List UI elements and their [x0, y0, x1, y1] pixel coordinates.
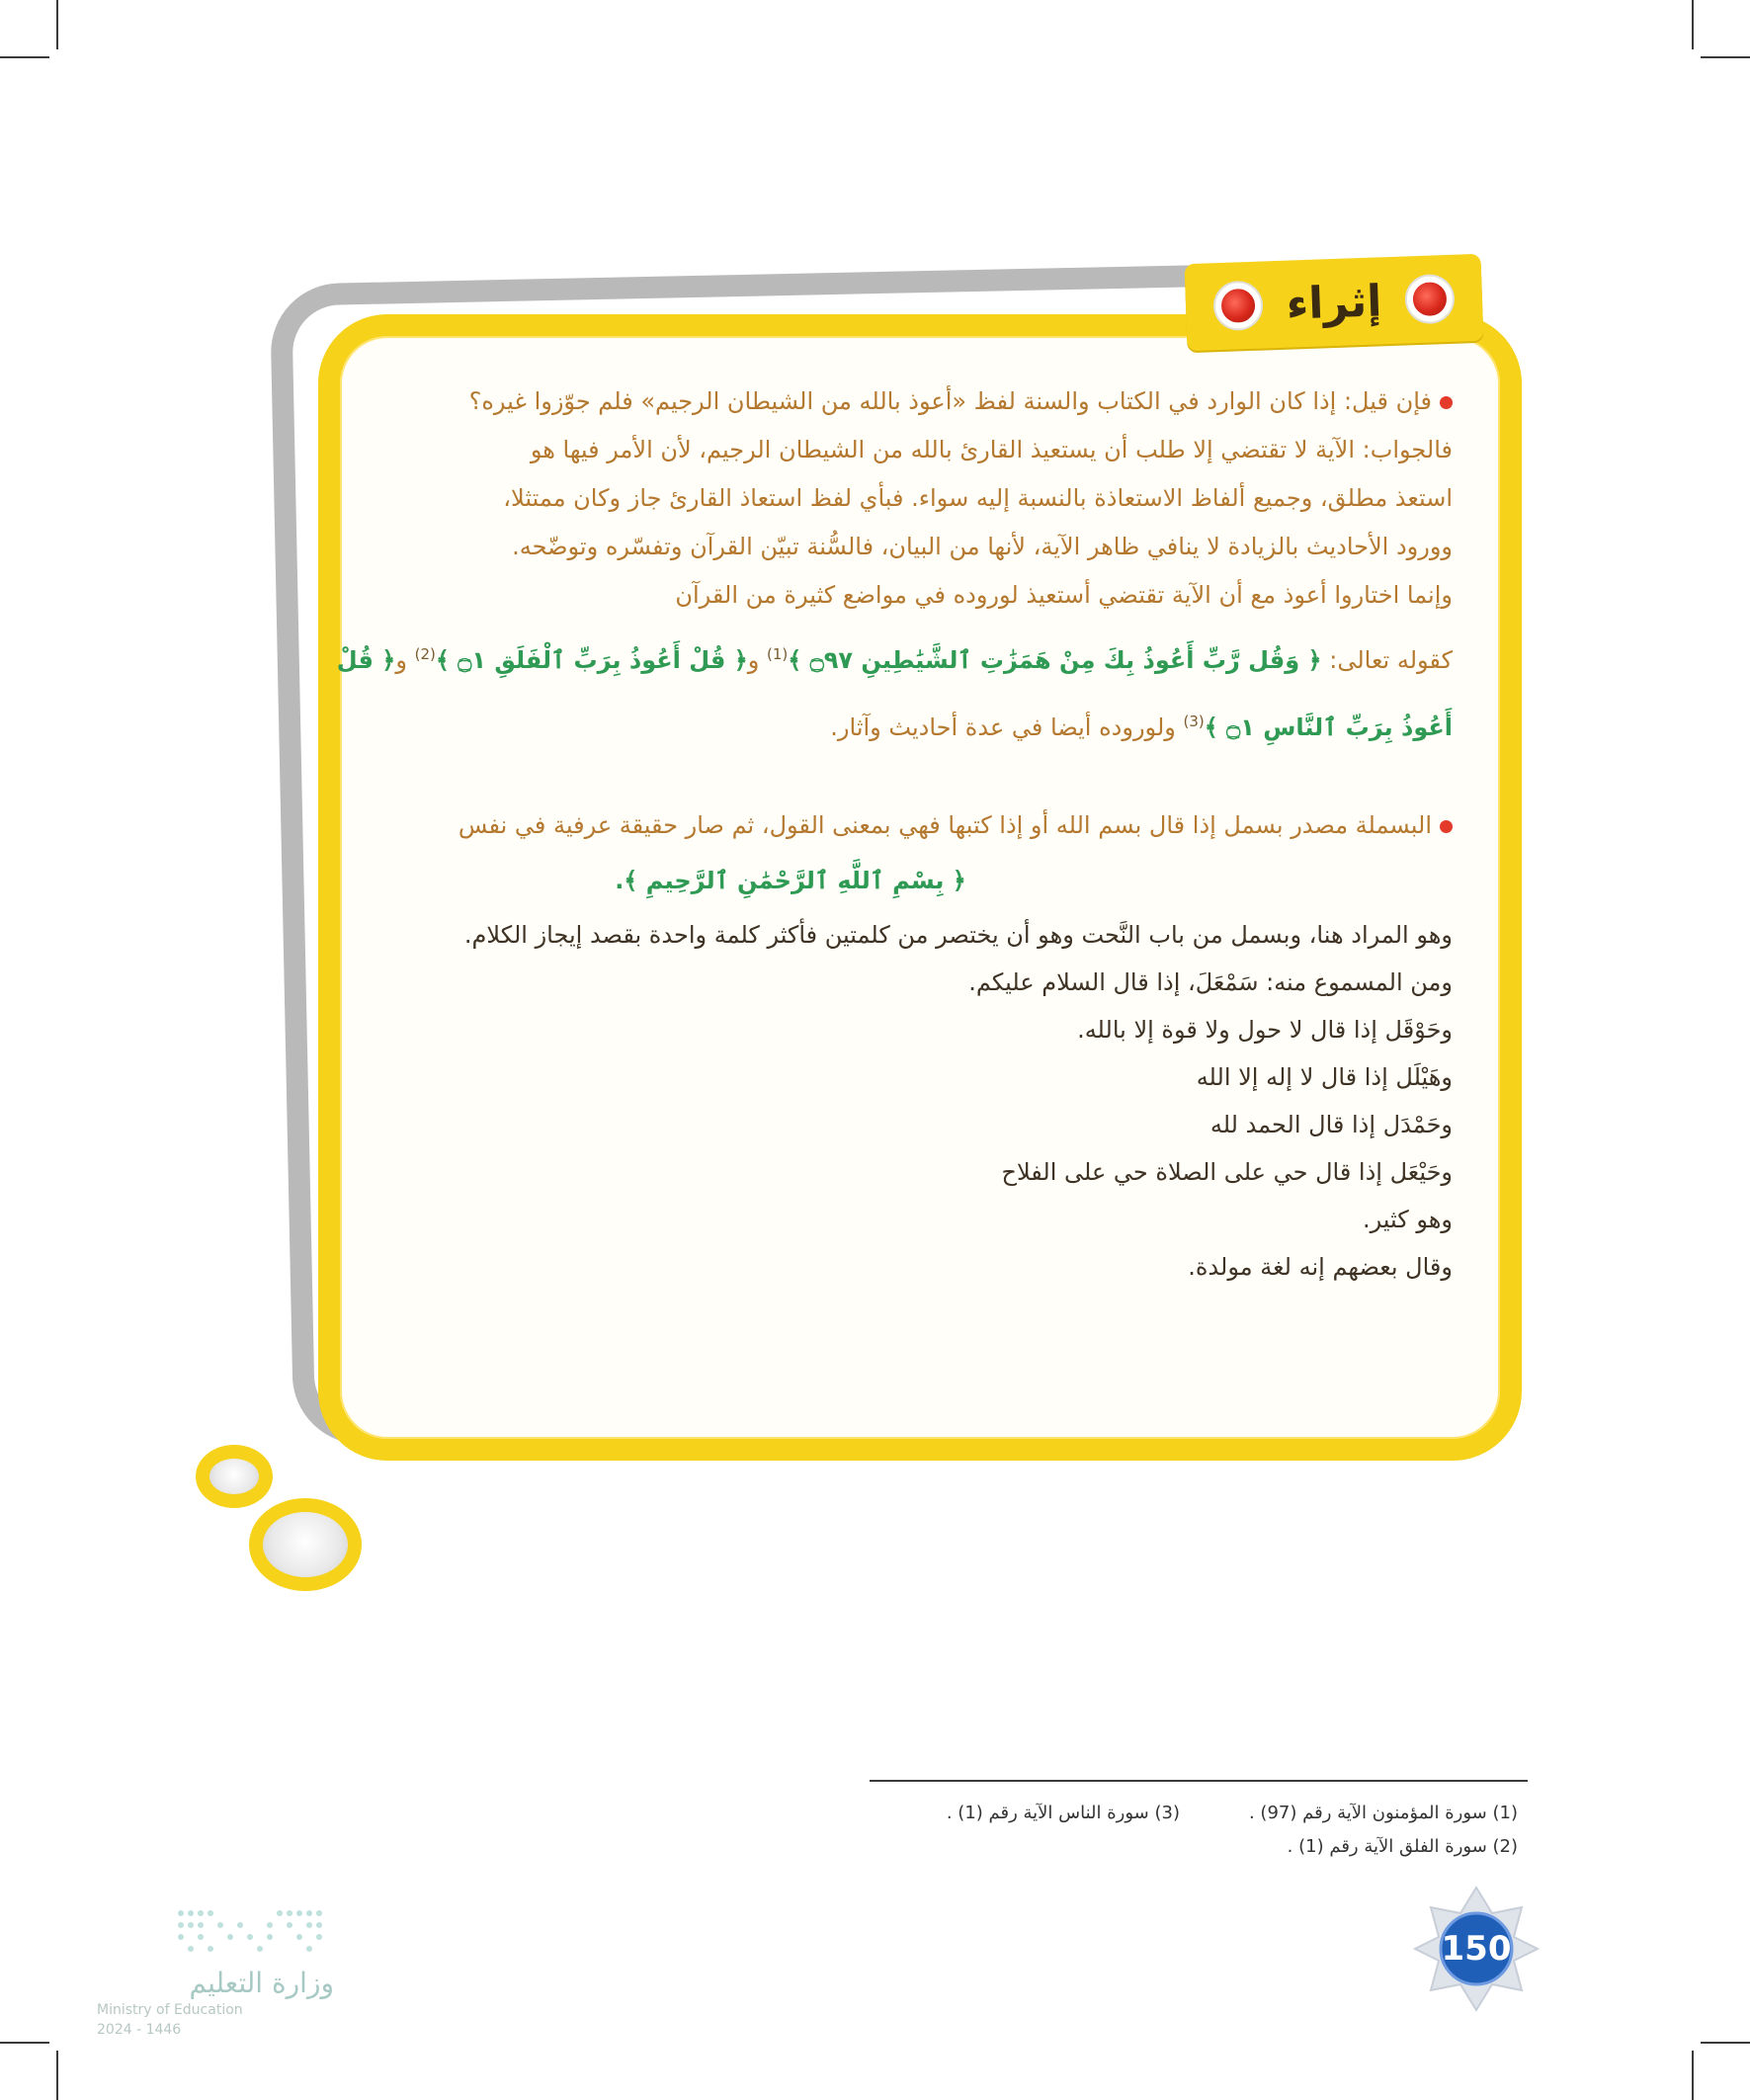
connector: و: [395, 646, 407, 674]
ayah-al-muminun: ﴿ وَقُل رَّبِّ أَعُوذُ بِكَ مِنْ هَمَزَٰتِ ٱلشَّيَٰطِينِ ۝٩٧ ﴾: [788, 646, 1322, 674]
ayah-al-falaq: ﴿ قُلْ أَعُوذُ بِرَبِّ ٱلْفَلَقِ ۝١ ﴾: [435, 646, 748, 674]
red-dot-icon: [1214, 283, 1262, 330]
quote-suffix: ولوروده أيضا في عدة أحاديث وآثار.: [830, 714, 1176, 741]
text-line: وحَمْدَل إذا قال الحمد لله: [1209, 1111, 1453, 1138]
basmala-line: [366, 850, 1453, 911]
ministry-name-english: Ministry of Education: [97, 2002, 243, 2018]
logo-dots-icon: [171, 1903, 329, 1963]
red-dot-icon: [1406, 276, 1454, 323]
text-line: وحَيْعَل إذا قال حي على الصلاة حي على الفلاح: [1001, 1158, 1453, 1186]
footnote-3: (3) سورة الناس الآية رقم (1) .: [946, 1803, 1180, 1823]
text-line: وهو المراد هنا، وبسمل من باب النَّحت وهو أن يختصر من كلمتين فأكثر كلمة واحدة بقصد إيجاز الكلام.: [463, 921, 1453, 949]
text-line: ومن المسموع منه: سَمْعَلَ، إذا قال السلام عليكم.: [968, 968, 1453, 996]
page-number-badge: [1411, 1884, 1542, 2014]
enrichment-title: إثراء: [1285, 275, 1383, 330]
text-line: وحَوْقَل إذا قال لا حول ولا قوة إلا بالله.: [1077, 1016, 1453, 1044]
text-line: وورود الأحاديث بالزيادة لا ينافي ظاهر الآية، لأنها من البيان، فالسُّنة تبيّن القرآن وتفسّره وتوضّحه.: [512, 533, 1453, 560]
crop-mark: [1701, 56, 1750, 58]
text-line: وهَيْلَل إذا قال لا إله إلا الله: [1196, 1063, 1453, 1091]
crop-mark: [1701, 2042, 1750, 2044]
thought-bubble-small: [196, 1445, 273, 1508]
enrichment-content: [336, 378, 1453, 1291]
crop-mark: [0, 2042, 49, 2044]
text-line: وهو كثير.: [1362, 1206, 1453, 1233]
crop-mark: [56, 2051, 58, 2100]
footnote-marker: (3): [1183, 713, 1205, 730]
ayah-an-nas-end: أَعُوذُ بِرَبِّ ٱلنَّاسِ ۝١ ﴾: [1204, 714, 1453, 741]
ayah-basmala: ﴿ بِسْمِ ٱللَّهِ ٱلرَّحْمَٰنِ ٱلرَّحِيمِ ﴾.: [615, 867, 966, 894]
ayah-an-nas-start: ﴿ قُلْ: [336, 646, 396, 674]
thought-bubble-large: [249, 1498, 362, 1591]
quran-quote-line: [366, 689, 1453, 754]
text-line: استعذ مطلق، وجميع ألفاظ الاستعاذة بالنسبة إليه سواء. فبأي لفظ استعاذ القارئ جاز وكان ممتثلا،: [503, 484, 1453, 512]
text-line: فالجواب: الآية لا تقتضي إلا طلب أن يستعيذ القارئ بالله من الشيطان الرجيم، لأن الأمر فيها هو: [530, 436, 1453, 463]
footnote-marker: (1): [767, 645, 789, 663]
crop-mark: [1692, 2051, 1694, 2100]
edition-year: 2024 - 1446: [97, 2022, 182, 2038]
text-line: وإنما اختاروا أعوذ مع أن الآية تقتضي أستعيذ لوروده في مواضع كثيرة من القرآن: [675, 581, 1453, 609]
footnote-row: [929, 1830, 1518, 1864]
text-line: [366, 801, 1453, 850]
footnotes: [929, 1797, 1518, 1864]
ministry-name-arabic: وزارة التعليم: [189, 1967, 334, 1999]
connector: و: [747, 646, 760, 674]
text-line: [366, 378, 1453, 426]
quran-quote-line: [336, 620, 1453, 689]
footnote-1: (1) سورة المؤمنون الآية رقم (97) .: [1248, 1803, 1518, 1823]
crop-mark: [1692, 0, 1694, 49]
crop-mark: [0, 56, 49, 58]
bullet-icon: [1440, 396, 1453, 409]
bullet-icon: [1440, 820, 1453, 833]
quote-prefix: كقوله تعالى:: [1329, 646, 1453, 674]
footnote-2: (2) سورة الفلق الآية رقم (1) .: [1287, 1836, 1518, 1857]
footnote-row: [929, 1797, 1518, 1830]
basmala-definition: البسملة مصدر بسمل إذا قال بسم الله أو إذا كتبها فهي بمعنى القول، ثم صار حقيقة عرفية في نفس: [458, 811, 1432, 839]
page-number: 150: [1441, 1929, 1512, 1969]
question-text: فإن قيل: إذا كان الوارد في الكتاب والسنة لفظ «أعوذ بالله من الشيطان الرجيم» فلم جوّزوا غيره؟: [468, 387, 1432, 415]
text-line: وقال بعضهم إنه لغة مولدة.: [1188, 1253, 1453, 1281]
footnote-marker: (2): [414, 645, 436, 663]
crop-mark: [56, 0, 58, 49]
footnote-divider: [870, 1780, 1528, 1782]
enrichment-title-tag: [1185, 254, 1484, 351]
ministry-logo: [97, 1895, 334, 2044]
spacer: [366, 754, 1453, 801]
